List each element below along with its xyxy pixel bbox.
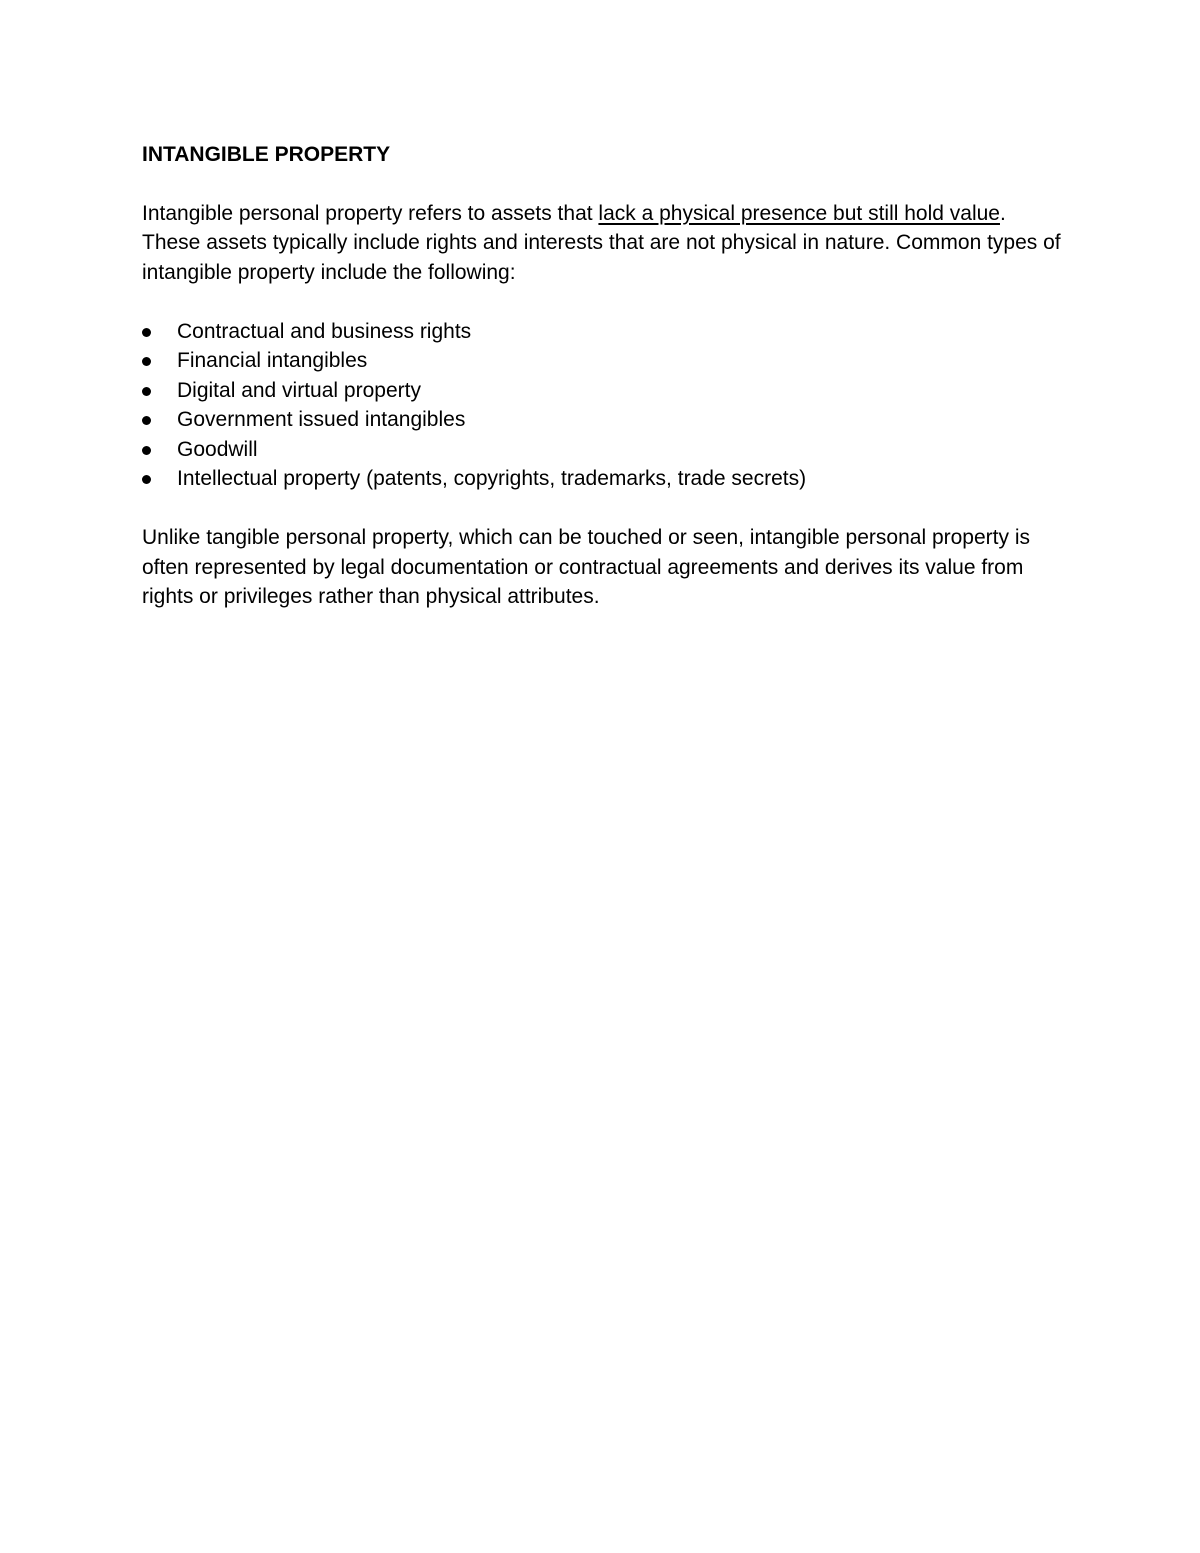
list-item-text: Contractual and business rights: [177, 319, 472, 343]
bullet-icon: [142, 357, 151, 366]
list-item: [142, 464, 1062, 494]
list-item: [142, 405, 1062, 435]
list-item-text: Goodwill: [177, 437, 258, 461]
list-item: [142, 317, 1062, 347]
list-item: [142, 435, 1062, 465]
bullet-icon: [142, 446, 151, 455]
bullet-icon: [142, 475, 151, 484]
list-item-text: Government issued intangibles: [177, 408, 466, 431]
property-types-list: [142, 317, 1062, 494]
bullet-icon: [142, 416, 151, 425]
bullet-icon: [142, 328, 151, 337]
intro-text-after: . These assets typically include rights and interests that are not physical in nature. Common types of intangible property include the following:: [142, 201, 1061, 284]
intro-underlined-text: lack a physical presence but still hold value: [598, 201, 1000, 225]
intro-paragraph: [142, 199, 1062, 288]
list-item-text: Digital and virtual property: [177, 378, 421, 402]
bullet-icon: [142, 387, 151, 396]
document-body: [142, 140, 1062, 612]
list-item: [142, 346, 1062, 376]
list-item: [142, 376, 1062, 406]
intro-text-before: Intangible personal property refers to assets that: [142, 201, 599, 225]
closing-paragraph: Unlike tangible personal property, which can be touched or seen, intangible personal property is often represented by legal documentation or contractual agreements and derives its value from rights or privileges rather than physical attributes.: [142, 526, 1030, 608]
list-item-text: Financial intangibles: [177, 349, 368, 372]
list-item-text: Intellectual property (patents, copyrights, trademarks, trade secrets): [177, 467, 807, 490]
document-heading: INTANGIBLE PROPERTY: [142, 143, 391, 166]
